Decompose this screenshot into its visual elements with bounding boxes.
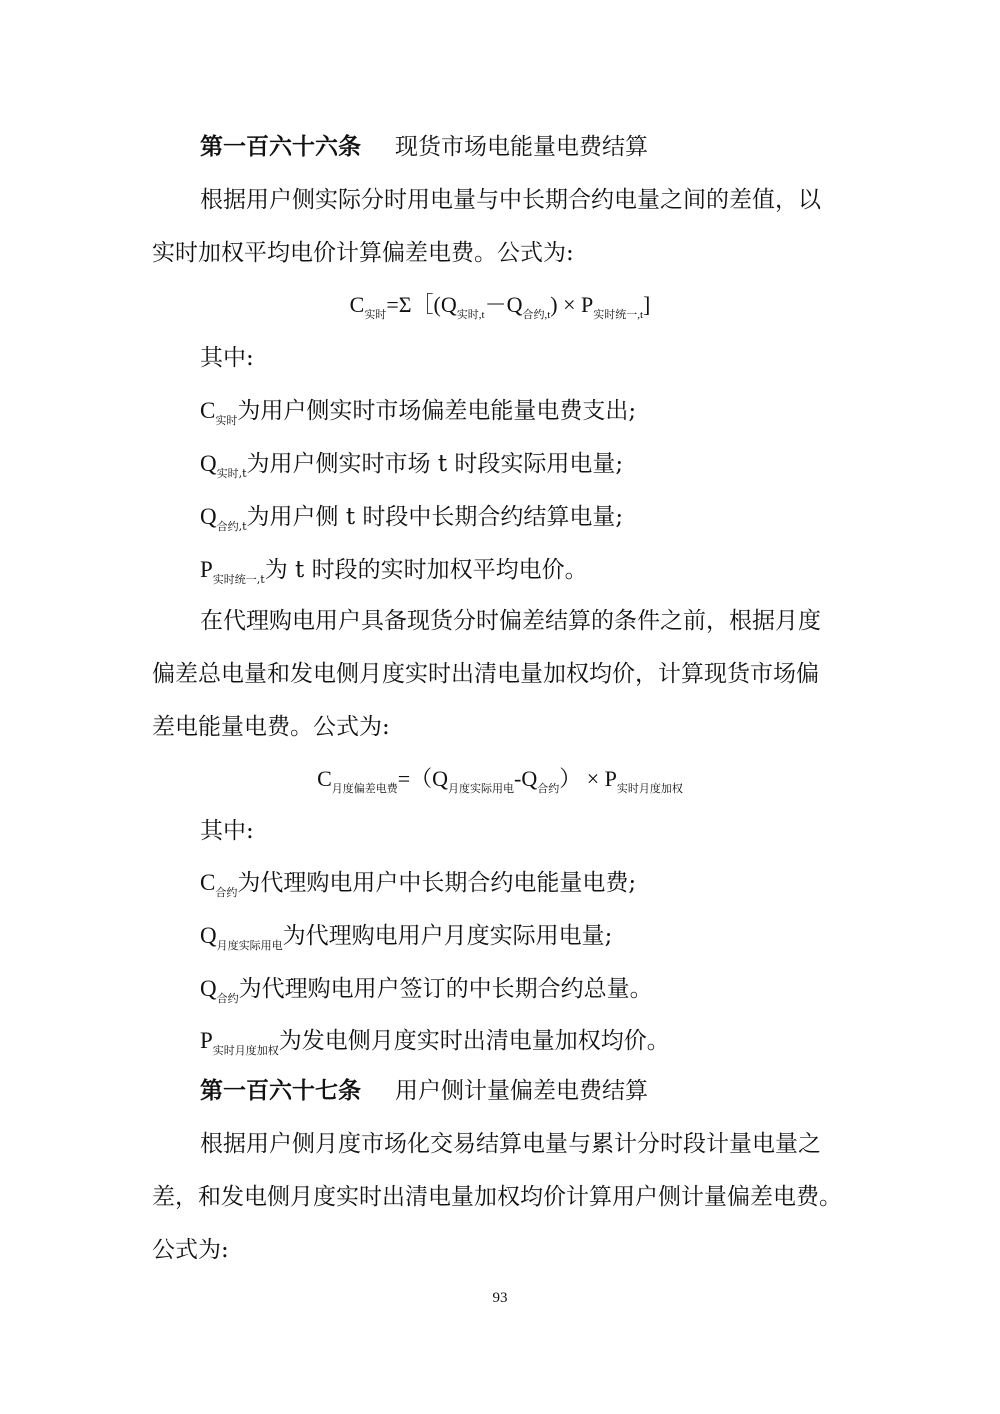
def-subscript: 实时,t <box>216 467 247 480</box>
formula1-minus: －Q <box>484 292 523 317</box>
def-text: 为用户侧实时市场 t 时段实际用电量; <box>246 451 624 477</box>
article-166-title: 现货市场电能量电费结算 <box>395 134 648 160</box>
formula1-q2-sub: 合约,t <box>522 309 551 321</box>
formula1-times-p: ) × P <box>550 292 594 317</box>
article-167-number: 第一百六十七条 <box>200 1078 361 1104</box>
def-subscript: 合约,t <box>216 520 247 533</box>
def-symbol: Q <box>200 451 217 476</box>
article-167-title: 用户侧计量偏差电费结算 <box>395 1078 648 1104</box>
formula2-c-sub: 月度偏差电费 <box>331 783 398 795</box>
definition-item <box>200 921 848 951</box>
def-text: 为代理购电用户签订的中长期合约总量。 <box>238 976 653 1002</box>
article-167-para1-line2: 差，和发电侧月度实时出清电量加权均价计算用户侧计量偏差电费。 <box>152 1184 842 1210</box>
definition-item <box>200 449 848 479</box>
article-166-number: 第一百六十六条 <box>200 134 361 160</box>
article-167-para1-line3: 公式为: <box>152 1237 229 1263</box>
article-166-para2-line3: 差电能量电费。公式为: <box>152 714 390 740</box>
where-label-1: 其中: <box>200 345 254 371</box>
formula1-p-sub: 实时统一,t <box>593 309 644 321</box>
formula-realtime-deviation <box>0 290 1000 320</box>
def-symbol: C <box>200 870 216 895</box>
definition-item <box>200 1026 848 1056</box>
formula1-close: ] <box>643 292 651 317</box>
definition-item <box>200 502 848 532</box>
def-subscript: 实时月度加权 <box>212 1044 279 1057</box>
article-166-para1-line1: 根据用户侧实际分时用电量与中长期合约电量之间的差值，以 <box>200 187 821 213</box>
article-167-heading <box>200 1076 848 1106</box>
definition-item <box>200 868 848 898</box>
def-subscript: 合约 <box>215 886 238 899</box>
formula2-p-sub: 实时月度加权 <box>616 783 683 795</box>
definition-item <box>200 555 848 585</box>
formula1-c-sub: 实时 <box>364 309 387 321</box>
def-text: 为代理购电用户月度实际用电量; <box>282 923 613 949</box>
def-subscript: 实时 <box>215 414 238 427</box>
def-subscript: 实时统一,t <box>212 573 265 586</box>
formula2-q1-sub: 月度实际用电 <box>448 783 515 795</box>
formula1-c: C <box>349 292 365 317</box>
formula2-c: C <box>317 766 332 791</box>
where-label-2: 其中: <box>200 818 254 844</box>
formula2-eq: =（Q <box>397 766 449 791</box>
formula1-eq-sum: =Σ［(Q <box>386 292 457 317</box>
def-symbol: Q <box>200 504 217 529</box>
formula2-q2-sub: 合约 <box>537 783 560 795</box>
definition-item <box>200 974 848 1004</box>
article-166-heading <box>200 132 848 162</box>
formula2-times-p: ） × P <box>559 766 617 791</box>
page-number: 93 <box>492 1290 508 1306</box>
article-166-para2-line1: 在代理购电用户具备现货分时偏差结算的条件之前，根据月度 <box>200 608 821 634</box>
def-subscript: 合约 <box>216 992 239 1005</box>
def-text: 为发电侧月度实时出清电量加权均价。 <box>278 1028 670 1054</box>
def-text: 为代理购电用户中长期合约电能量电费; <box>237 870 637 896</box>
def-symbol: C <box>200 398 216 423</box>
article-167-para1-line1: 根据用户侧月度市场化交易结算电量与累计分时段计量电量之 <box>200 1131 821 1157</box>
def-symbol: Q <box>200 976 217 1001</box>
def-text: 为用户侧实时市场偏差电能量电费支出; <box>237 398 637 424</box>
formula2-minus: -Q <box>514 766 538 791</box>
def-text: 为 t 时段的实时加权平均电价。 <box>264 557 588 583</box>
formula1-q1-sub: 实时,t <box>456 309 485 321</box>
article-166-para1-line2: 实时加权平均电价计算偏差电费。公式为: <box>152 240 574 266</box>
def-symbol: Q <box>200 923 217 948</box>
definition-item <box>200 396 848 426</box>
def-subscript: 月度实际用电 <box>216 939 283 952</box>
def-symbol: P <box>200 1028 213 1053</box>
def-symbol: P <box>200 557 213 582</box>
formula-monthly-deviation <box>0 764 1000 794</box>
article-166-para2-line2: 偏差总电量和发电侧月度实时出清电量加权均价，计算现货市场偏 <box>152 661 819 687</box>
def-text: 为用户侧 t 时段中长期合约结算电量; <box>246 504 624 530</box>
